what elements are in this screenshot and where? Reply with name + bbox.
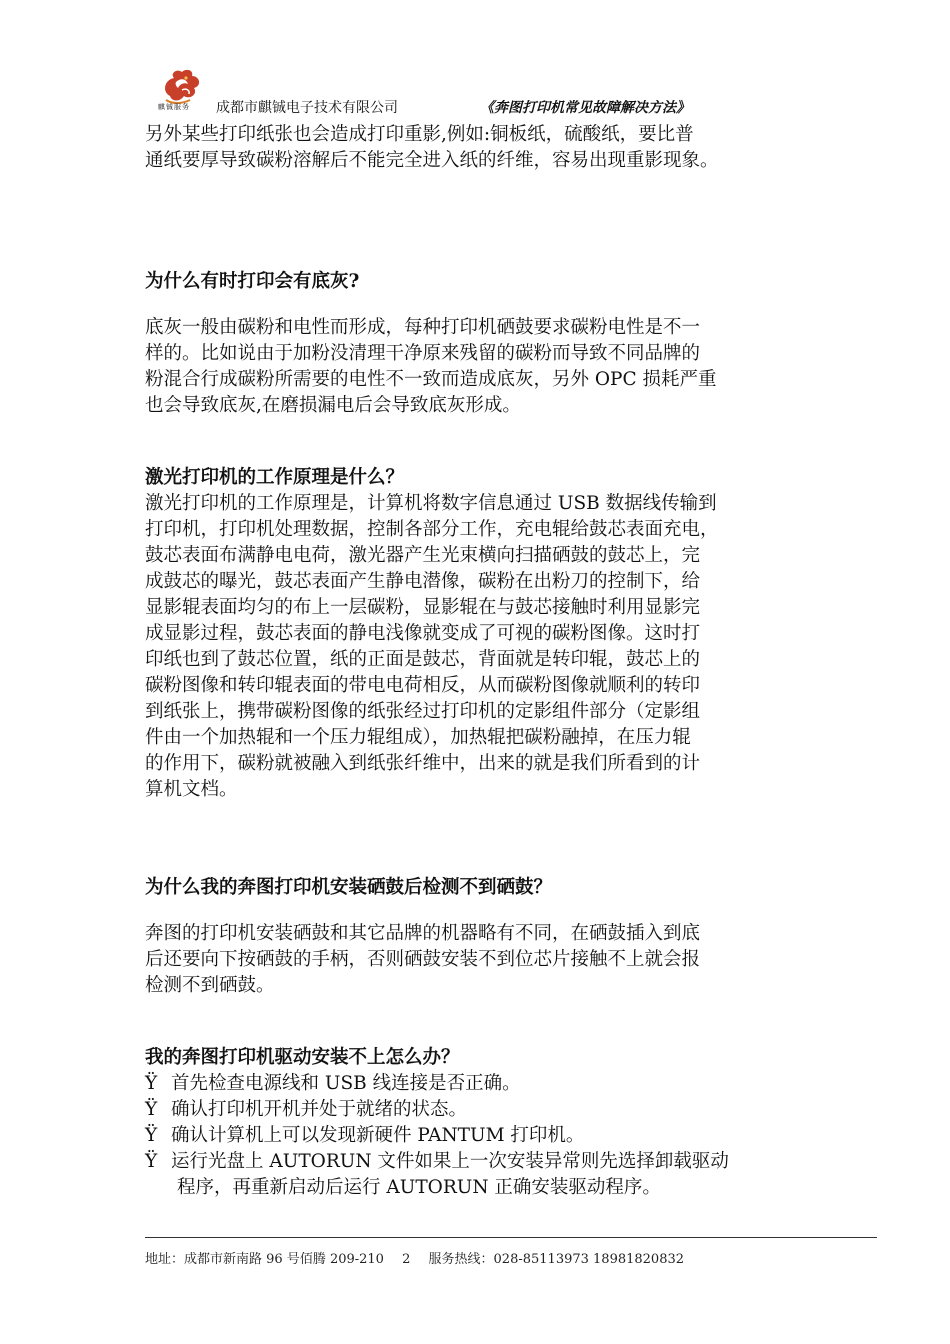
bullet-icon: Ÿ (145, 1099, 158, 1120)
page-number: 2 (402, 1252, 411, 1267)
text-line: 件由一个加热辊和一个压力辊组成），加热辊把碳粉融掉，在压力辊 (145, 727, 691, 748)
footer-divider (145, 1237, 877, 1238)
text-line: 印纸也到了鼓芯位置，纸的正面是鼓芯，背面就是转印辊，鼓芯上的 (145, 649, 701, 670)
list-item-text: 确认打印机开机并处于就绪的状态。 (171, 1099, 468, 1120)
text-line: 粉混合行成碳粉所需要的电性不一致而造成底灰，另外 OPC 损耗严重 (145, 369, 717, 390)
list-item-continuation (145, 1175, 825, 1201)
text-line: 的作用下，碳粉就被融入到纸张纤维中，出来的就是我们所看到的计 (145, 753, 701, 774)
list-item (145, 1071, 825, 1097)
principle-paragraph (145, 491, 825, 803)
driver-steps-list (145, 1071, 825, 1201)
text-line: 鼓芯表面布满静电电荷，激光器产生光束横向扫描硒鼓的鼓芯上，完 (145, 545, 701, 566)
text-line: 通纸要厚导致碳粉溶解后不能完全进入纸的纤维，容易出现重影现象。 (145, 150, 719, 171)
section-heading-drum: 为什么我的奔图打印机安装硒鼓后检测不到硒鼓？ (145, 877, 553, 898)
text-line: 检测不到硒鼓。 (145, 975, 275, 996)
page-header (150, 60, 870, 120)
text-line: 显影辊表面均匀的布上一层碳粉，显影辊在与鼓芯接触时利用显影完 (145, 597, 701, 618)
list-item (145, 1149, 825, 1175)
list-item-text: 程序，再重新启动后运行 AUTORUN 正确安装驱动程序。 (177, 1177, 661, 1198)
bullet-icon: Ÿ (145, 1125, 158, 1146)
bullet-icon: Ÿ (145, 1151, 158, 1172)
text-line: 激光打印机的工作原理是，计算机将数字信息通过 USB 数据线传输到 (145, 493, 717, 514)
section-heading-gray: 为什么有时打印会有底灰? (145, 271, 360, 292)
gray-paragraph (145, 315, 825, 419)
list-item-text: 首先检查电源线和 USB 线连接是否正确。 (171, 1073, 521, 1094)
company-name: 成都市麒铖电子技术有限公司 (216, 100, 398, 116)
text-line: 底灰一般由碳粉和电性而形成，每种打印机硒鼓要求碳粉电性是不一 (145, 317, 701, 338)
text-line: 打印机，打印机处理数据，控制各部分工作，充电辊给鼓芯表面充电， (145, 519, 719, 540)
document-title: 《奔图打印机常见故障解决方法》 (480, 100, 690, 116)
list-item-text: 运行光盘上 AUTORUN 文件如果上一次安装异常则先选择卸载驱动 (171, 1151, 729, 1172)
document-body (145, 122, 825, 1201)
page-footer (145, 1248, 698, 1267)
text-line: 到纸张上，携带碳粉图像的纸张经过打印机的定影组件部分（定影组 (145, 701, 701, 722)
intro-paragraph (145, 122, 825, 174)
text-line: 成显影过程，鼓芯表面的静电浅像就变成了可视的碳粉图像。这时打 (145, 623, 701, 644)
logo-caption: 麒铖服务 (158, 103, 190, 111)
text-line: 算机文档。 (145, 779, 238, 800)
list-item (145, 1097, 825, 1123)
text-line: 后还要向下按硒鼓的手柄，否则硒鼓安装不到位芯片接触不上就会报 (145, 949, 701, 970)
drum-paragraph (145, 921, 825, 999)
bullet-icon: Ÿ (145, 1073, 158, 1094)
list-item-text: 确认计算机上可以发现新硬件 PANTUM 打印机。 (171, 1125, 585, 1146)
text-line: 另外某些打印纸张也会造成打印重影,例如:铜板纸，硫酸纸，要比普 (145, 124, 694, 145)
section-heading-driver: 我的奔图打印机驱动安装不上怎么办？ (145, 1047, 460, 1068)
section-heading-principle: 激光打印机的工作原理是什么？ (145, 467, 405, 488)
list-item (145, 1123, 825, 1149)
text-line: 也会导致底灰,在磨损漏电后会导致底灰形成。 (145, 395, 521, 416)
text-line: 奔图的打印机安装硒鼓和其它品牌的机器略有不同，在硒鼓插入到底 (145, 923, 701, 944)
text-line: 样的。比如说由于加粉没清理干净原来残留的碳粉而导致不同品牌的 (145, 343, 701, 364)
footer-address: 地址：成都市新南路 96 号佰腾 209-210 (145, 1252, 384, 1267)
footer-hotline: 服务热线：028-85113973 18981820832 (428, 1252, 685, 1267)
text-line: 成鼓芯的曝光，鼓芯表面产生静电潜像，碳粉在出粉刀的控制下，给 (145, 571, 701, 592)
text-line: 碳粉图像和转印辊表面的带电电荷相反，从而碳粉图像就顺利的转印 (145, 675, 701, 696)
